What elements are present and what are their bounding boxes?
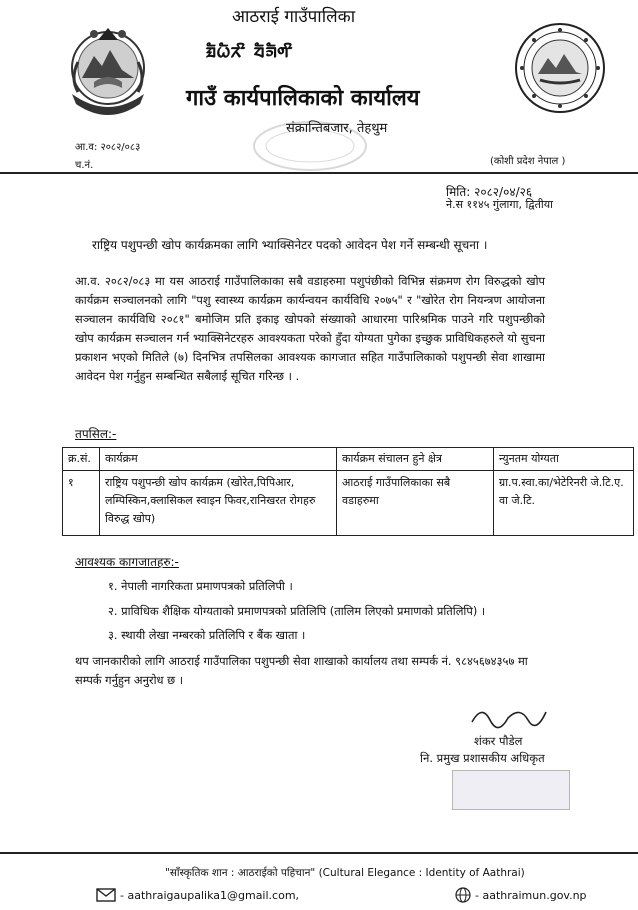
- office-title: गाउँ कार्यपालिकाको कार्यालय: [186, 86, 420, 111]
- table-row: [63, 471, 634, 536]
- footer-slogan: "साँस्कृतिक शान : आठराईको पहिचान" (Cultural Elegance : Identity of Aathrai): [165, 867, 525, 879]
- documents-heading: आवश्यक कागजातहरु:-: [75, 555, 179, 569]
- municipality-name-limbu: ᤀᤠᤐᤠᤖᤡ ᤔᤠᤈᤠᤛᤡ: [206, 38, 294, 62]
- municipality-logo-icon: [514, 22, 606, 114]
- footer-divider: [0, 852, 638, 854]
- column-header: कार्यक्रम: [100, 448, 337, 471]
- fiscal-year: आ.व: २०८२/०८३: [75, 142, 141, 153]
- list-item: २. प्राविधिक शैक्षिक योग्यताको प्रमाणपत्रको प्रतिलिपि (तालिम लिएको प्रमाणको प्रतिलिपि) ।: [108, 604, 486, 618]
- municipality-name: आठराई गाउँपालिका: [232, 7, 356, 27]
- notice-body: आ.व. २०८२/०८३ मा यस आठराई गाउँपालिकाका सबै वडाहरुमा पशुपंछीको विभिन्न संक्रमण रोग विरुद्धको खोप कार्यक्रम सञ्चालनको लागि "पशु स्वास्थ्य कार्यक्रम कार्यन्वयन कार्यविधि २०७५" र "खोरेत रोग नियन्त्रण आयोजना सञ्चालन कार्यविधि २०८१" बमोजिम प्रति इकाइ खोपको संख्याको आधारमा पारिश्रमिक पाउने गरि पशुपन्छीको खोप कार्यक्रम सञ्चालन गर्न भ्याक्सिनेटरहरु आवश्यकता परेको हुँदा योग्यता पुगेका इच्छुक प्राविधिकहरुले यो सुचना प्रकाशन भएको मितिले (७) दिनभित्र तपसिलका आवश्यक कागजात सहित गाउँपालिकाको पशुपन्छी सेवा शाखामा आवेदन पेश गर्नुहुन सम्बन्धित सबैलाई सूचित गरिन्छ । .: [75, 274, 545, 383]
- province-label: (कोशी प्रदेश नेपाल ): [490, 156, 566, 167]
- table-header-row: [63, 448, 634, 471]
- column-header: न्युनतम योग्यता: [494, 448, 634, 471]
- official-stamp: [452, 770, 570, 810]
- contact-note: थप जानकारीको लागि आठराई गाउँपालिका पशुपन्छी सेवा शाखाको कार्यालय तथा सम्पर्क नं. ९८४५६७४३५७ मा सम्पर्क गर्नुहुन अनुरोध छ ।: [75, 654, 528, 687]
- notice-subject: राष्ट्रिय पशुपन्छी खोप कार्यक्रमका लागि भ्याक्सिनेटर पदको आवेदन पेश गर्ने सम्बन्धी सूचना ।: [92, 238, 488, 252]
- header-divider: [0, 172, 638, 174]
- globe-icon: [455, 887, 471, 903]
- ref-number-label: च.नं.: [75, 160, 94, 171]
- table-cell: आठराई गाउँपालिकाका सबै वडाहरुमा: [337, 471, 494, 536]
- list-item: १. नेपाली नागरिकता प्रमाणपत्रको प्रतिलिपी ।: [108, 579, 293, 593]
- signer-designation: नि. प्रमुख प्रशासकीय अधिकृत: [420, 751, 545, 765]
- table-cell: राष्ट्रिय पशुपन्छी खोप कार्यक्रम (खोरेत,पिपिआर, लम्पिस्किन,क्लासिकल स्वाइन फिवर,रानिखरत रोगहरु विरुद्ध खोप): [100, 471, 337, 536]
- nepal-samvat-date: ने.स ११४५ गुंलागा, द्वितीया: [446, 198, 553, 211]
- details-table: [62, 447, 634, 536]
- footer-email[interactable]: - aathraigaupalika1@gmail.com,: [120, 889, 300, 902]
- date: मिति: २०८२/०४/२६: [446, 185, 533, 199]
- column-header: क्र.सं.: [63, 448, 100, 471]
- office-stamp-icon: [250, 118, 370, 174]
- signature-mark: [468, 700, 548, 730]
- details-heading: तपसिल:-: [75, 427, 117, 441]
- table-cell: ग्रा.प.स्वा.का/भेटेरिनरी जे.टि.ए. वा जे.टि.: [494, 471, 634, 536]
- signer-name: शंकर पौडेल: [474, 734, 523, 748]
- list-item: ३. स्थायी लेखा नम्बरको प्रतिलिपि र बैंक खाता ।: [108, 628, 306, 642]
- nepal-emblem-icon: [64, 22, 152, 132]
- footer-website[interactable]: - aathraimun.gov.np: [475, 889, 587, 902]
- email-icon: [96, 888, 116, 902]
- table-cell: १: [63, 471, 100, 536]
- office-address: संक्रान्तिबजार, तेहथुम: [286, 121, 388, 136]
- column-header: कार्यक्रम संचालन हुने क्षेत्र: [337, 448, 494, 471]
